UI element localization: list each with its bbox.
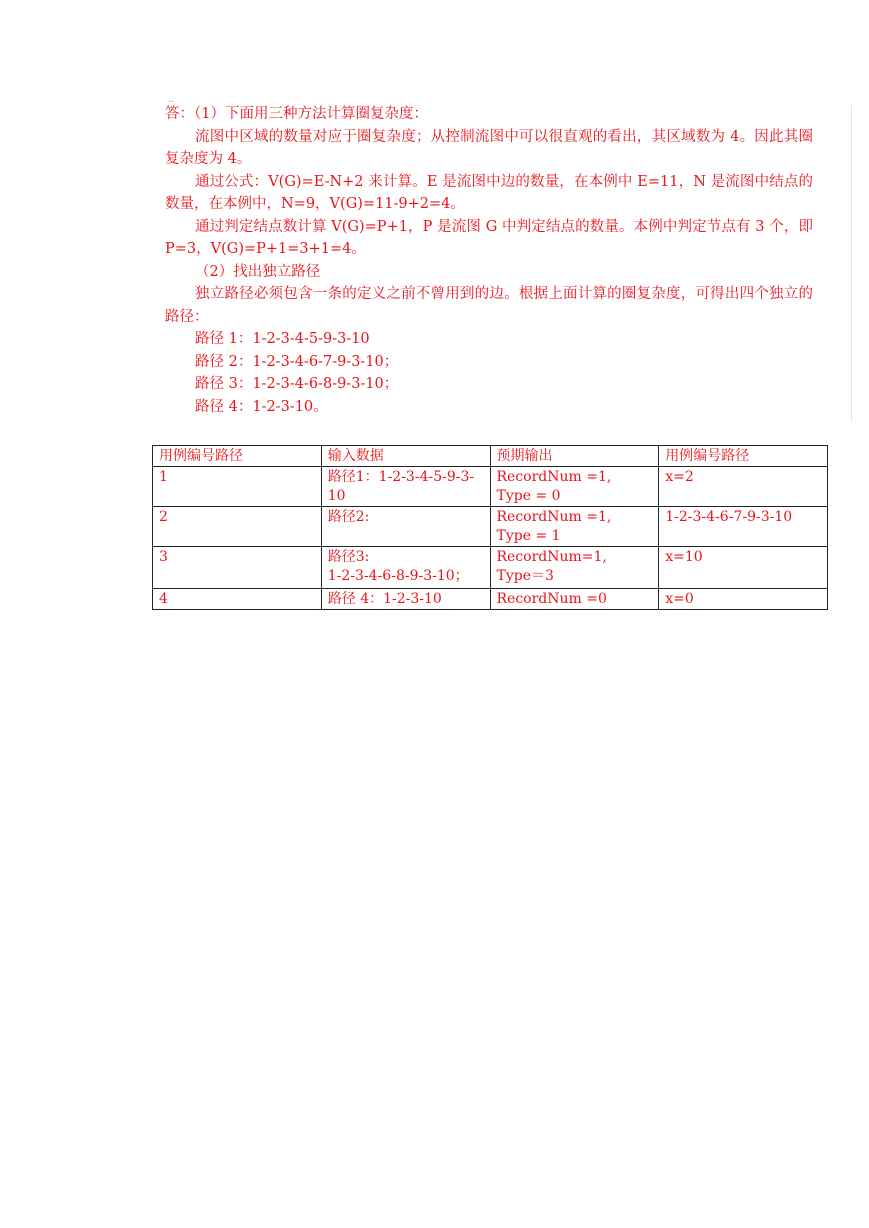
cell-text: 路径1：1-2-3-4-5-9-3-10 xyxy=(327,469,475,504)
cell-path xyxy=(659,467,828,507)
cell-expected xyxy=(490,547,659,589)
cell-case-id: 3 xyxy=(153,547,322,589)
cell-path xyxy=(659,547,828,589)
cell-text: 1-2-3-4-6-8-9-3-10； xyxy=(327,568,469,584)
cell-text: Type = 0 xyxy=(496,488,561,504)
header-cell-case-id: 用例编号路径 xyxy=(153,446,322,467)
cell-text: 路径3: xyxy=(327,549,370,565)
header-cell-input: 输入数据 xyxy=(321,446,490,467)
path-line-2: 路径 2：1-2-3-4-6-7-9-3-10； xyxy=(195,353,399,370)
cell-text: 路径2: xyxy=(327,509,370,525)
side-rule xyxy=(851,105,852,421)
cell-path xyxy=(659,507,828,547)
cell-text: 1-2-3-4-6-7-9-3-10 xyxy=(665,509,793,525)
cell-path xyxy=(659,589,828,610)
header-cell-path: 用例编号路径 xyxy=(659,446,828,467)
cell-case-id: 4 xyxy=(153,589,322,610)
answer-block xyxy=(165,103,813,418)
path-line-4: 路径 4：1-2-3-10。 xyxy=(195,398,328,415)
question-1-heading: 答：（1）下面用三种方法计算圈复杂度： xyxy=(165,106,428,122)
cell-text: RecordNum =0 xyxy=(496,591,607,607)
table-header-row xyxy=(153,446,828,467)
cell-text: x=0 xyxy=(665,591,694,607)
question-2-heading: （2）找出独立路径 xyxy=(195,263,321,280)
method-1-paragraph: 流图中区域的数量对应于圈复杂度；从控制流图中可以很直观的看出，其区域数为 4。因此其圈复杂度为 4。 xyxy=(165,128,813,167)
cell-text: RecordNum =1, xyxy=(496,509,612,525)
cell-text: Type = 1 xyxy=(496,528,561,544)
cell-text: x=2 xyxy=(665,469,694,485)
header-cell-expected: 预期输出 xyxy=(490,446,659,467)
table-row xyxy=(153,589,828,610)
path-line-3: 路径 3：1-2-3-4-6-8-9-3-10； xyxy=(195,376,399,392)
cell-text: RecordNum =1, xyxy=(496,469,612,485)
cell-input xyxy=(321,547,490,589)
cell-text: 路径 4：1-2-3-10 xyxy=(327,591,442,607)
independent-path-paragraph: 独立路径必须包含一条的定义之前不曾用到的边。根据上面计算的圈复杂度，可得出四个独立的路径： xyxy=(165,286,813,325)
test-case-table xyxy=(152,445,828,610)
table-row xyxy=(153,467,828,507)
cell-expected xyxy=(490,507,659,547)
cell-expected xyxy=(490,467,659,507)
cell-input xyxy=(321,589,490,610)
cell-text: Type＝3 xyxy=(496,568,554,584)
cell-text: x=10 xyxy=(665,549,703,565)
scan-dots: .. xyxy=(168,94,175,105)
cell-input xyxy=(321,507,490,547)
table-row xyxy=(153,507,828,547)
method-2-paragraph: 通过公式：V(G)=E-N+2 来计算。E 是流图中边的数量，在本例中 E=11，N 是流图中结点的数量，在本例中，N=9，V(G)=11-9+2=4。 xyxy=(165,173,813,212)
table-row xyxy=(153,547,828,589)
cell-case-id: 2 xyxy=(153,507,322,547)
method-3-paragraph: 通过判定结点数计算 V(G)=P+1，P 是流图 G 中判定结点的数量。本例中判定节点有 3 个，即 P=3，V(G)=P+1=3+1=4。 xyxy=(165,218,813,257)
path-line-1: 路径 1：1-2-3-4-5-9-3-10 xyxy=(195,331,370,347)
cell-input xyxy=(321,467,490,507)
cell-case-id: 1 xyxy=(153,467,322,507)
cell-text: RecordNum=1, xyxy=(496,549,607,565)
cell-expected xyxy=(490,589,659,610)
